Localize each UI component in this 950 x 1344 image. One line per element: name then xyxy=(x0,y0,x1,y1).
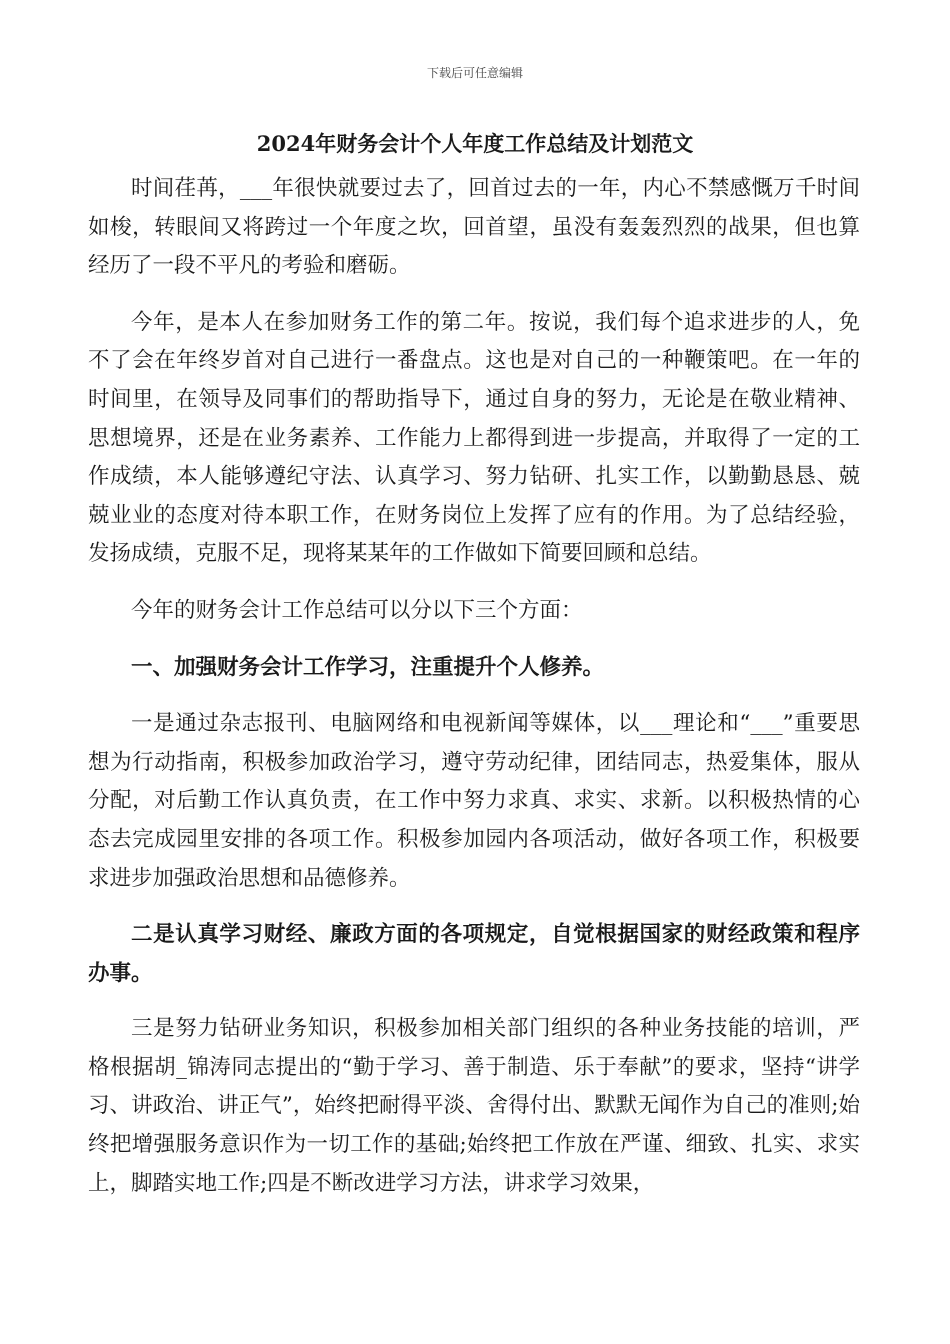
paragraph-overview: 今年，是本人在参加财务工作的第二年。按说，我们每个追求进步的人，免不了会在年终岁首对自己进行一番盘点。这也是对自己的一种鞭策吧。在一年的时间里，在领导及同事们的帮助指导下，通过自身的努力，无论是在敬业精神、思想境界，还是在业务素养、工作能力上都得到进一步提高，并取得了一定的工作成绩，本人能够遵纪守法、认真学习、努力钻研、扎实工作，以勤勤恳恳、兢兢业业的态度对待本职工作，在财务岗位上发挥了应有的作用。为了总结经验，发扬成绩，克服不足，现将某某年的工作做如下简要回顾和总结。 xyxy=(88,309,860,567)
paragraph-item-1: 一是通过杂志报刊、电脑网络和电视新闻等媒体，以___理论和“___”重要思想为行动指南，积极参加政治学习，遵守劳动纪律，团结同志，热爱集体，服从分配，对后勤工作认真负责，在工作中努力求真、求实、求新。以积极热情的心态去完成园里安排的各项工作。积极参加园内各项活动，做好各项工作，积极要求进步加强政治思想和品德修养。 xyxy=(88,711,860,891)
document-body xyxy=(88,170,860,1221)
paragraph-item-2-bold: 二是认真学习财经、廉政方面的各项规定，自觉根据国家的财经政策和程序办事。 xyxy=(88,922,860,986)
paragraph-item-3: 三是努力钻研业务知识，积极参加相关部门组织的各种业务技能的培训，严格根据胡_锦涛同志提出的“勤于学习、善于制造、乐于奉献”的要求，坚持“讲学习、讲政治、讲正气”，始终把耐得平淡、舍得付出、默默无闻作为自己的准则;始终把增强服务意识作为一切工作的基础;始终把工作放在严谨、细致、扎实、求实上，脚踏实地工作;四是不断改进学习方法，讲求学习效果， xyxy=(88,1016,860,1196)
section-heading-1: 一、加强财务会计工作学习，注重提升个人修养。 xyxy=(131,654,605,680)
document-title: 2024年财务会计个人年度工作总结及计划范文 xyxy=(256,131,694,156)
paragraph-intro: 时间荏苒，___年很快就要过去了，回首过去的一年，内心不禁感慨万千时间如梭，转眼间又将跨过一个年度之坎，回首望，虽没有轰轰烈烈的战果，但也算经历了一段不平凡的考验和磨砺。 xyxy=(88,176,860,279)
paragraph-aspects: 今年的财务会计工作总结可以分以下三个方面： xyxy=(131,597,583,623)
page-header: 下载后可任意编辑 xyxy=(426,66,523,80)
